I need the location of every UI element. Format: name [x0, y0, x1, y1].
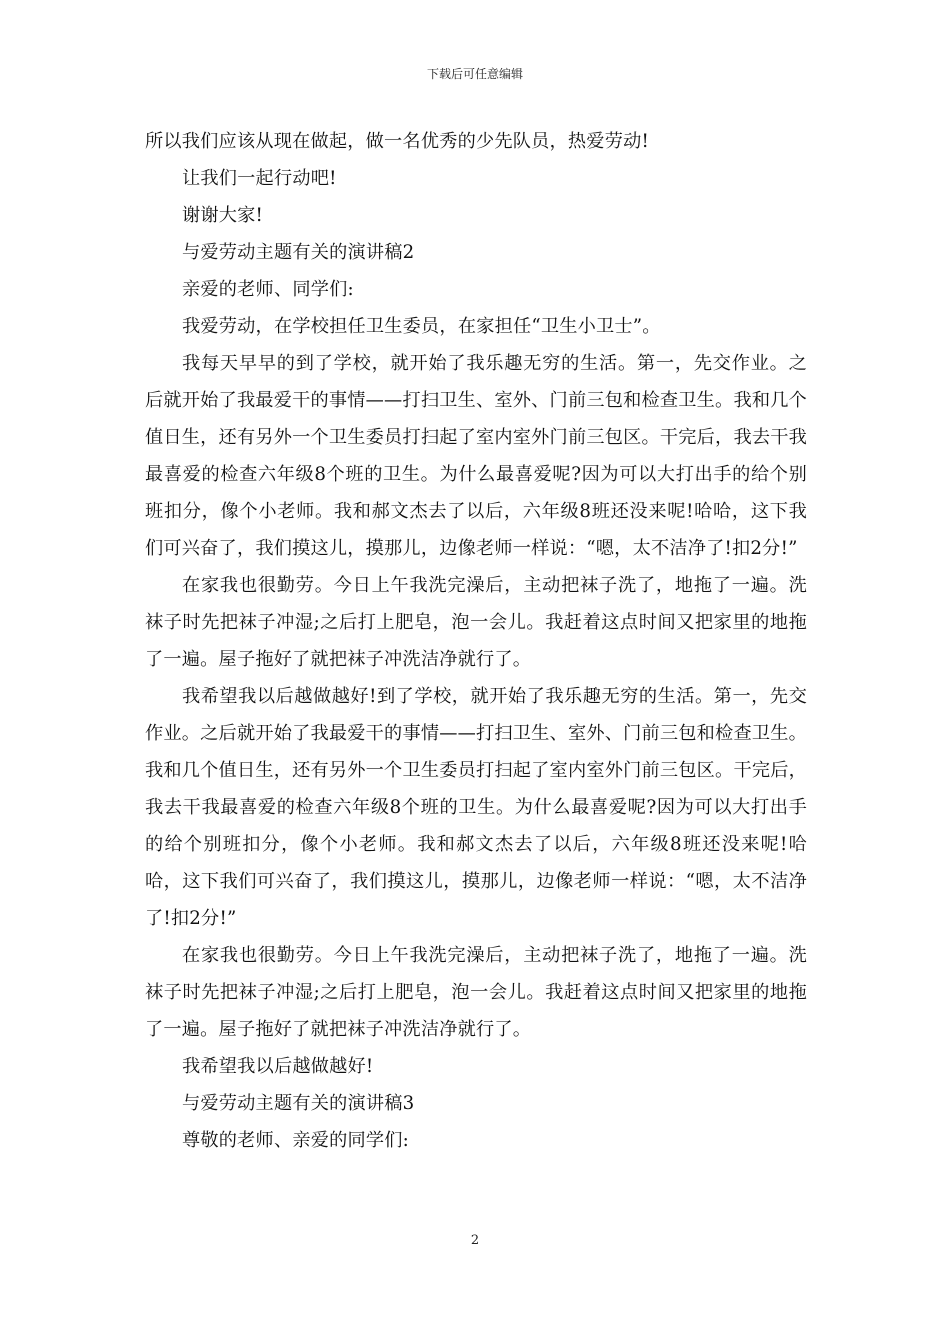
paragraph: 我希望我以后越做越好!到了学校，就开始了我乐趣无穷的生活。第一，先交作业。之后就开始了我最爱干的事情——打扫卫生、室外、门前三包和检查卫生。我和几个值日生，还有另外一个卫生委员打扫起了室内室外门前三包区。干完后，我去干我最喜爱的检查六年级8个班的卫生。为什么最喜爱呢?因为可以大打出手的给个别班扣分，像个小老师。我和郝文杰去了以后，六年级8班还没来呢!哈哈，这下我们可兴奋了，我们摸这儿，摸那儿，边像老师一样说：“嗯，太不洁净了!扣2分!”: [145, 686, 807, 929]
salutation: 尊敬的老师、亲爱的同学们:: [182, 1130, 409, 1151]
paragraph: 在家我也很勤劳。今日上午我洗完澡后，主动把袜子洗了，地拖了一遍。洗袜子时先把袜子冲湿;之后打上肥皂，泡一会儿。我赶着这点时间又把家里的地拖了一遍。屋子拖好了就把袜子冲洗洁净就行了。: [145, 575, 807, 670]
paragraph: 在家我也很勤劳。今日上午我洗完澡后，主动把袜子洗了，地拖了一遍。洗袜子时先把袜子冲湿;之后打上肥皂，泡一会儿。我赶着这点时间又把家里的地拖了一遍。屋子拖好了就把袜子冲洗洁净就行了。: [145, 945, 807, 1040]
salutation: 亲爱的老师、同学们:: [182, 279, 354, 300]
paragraph: 所以我们应该从现在做起，做一名优秀的少先队员，热爱劳动!: [145, 131, 649, 152]
document-body: [145, 123, 807, 1159]
section-heading: 与爱劳动主题有关的演讲稿3: [182, 1093, 415, 1114]
section-heading: 与爱劳动主题有关的演讲稿2: [182, 242, 415, 263]
paragraph: 谢谢大家!: [182, 205, 264, 226]
paragraph: 我希望我以后越做越好!: [182, 1056, 374, 1077]
page-header: 下载后可任意编辑: [426, 67, 523, 81]
paragraph: 我每天早早的到了学校，就开始了我乐趣无穷的生活。第一，先交作业。之后就开始了我最爱干的事情——打扫卫生、室外、门前三包和检查卫生。我和几个值日生，还有另外一个卫生委员打扫起了室内室外门前三包区。干完后，我去干我最喜爱的检查六年级8个班的卫生。为什么最喜爱呢?因为可以大打出手的给个别班扣分，像个小老师。我和郝文杰去了以后，六年级8班还没来呢!哈哈，这下我们可兴奋了，我们摸这儿，摸那儿，边像老师一样说：“嗯，太不洁净了!扣2分!”: [145, 353, 807, 559]
page-number: 2: [470, 1233, 480, 1248]
paragraph: 让我们一起行动吧!: [182, 168, 337, 189]
paragraph: 我爱劳动，在学校担任卫生委员，在家担任“卫生小卫士”。: [182, 316, 661, 337]
